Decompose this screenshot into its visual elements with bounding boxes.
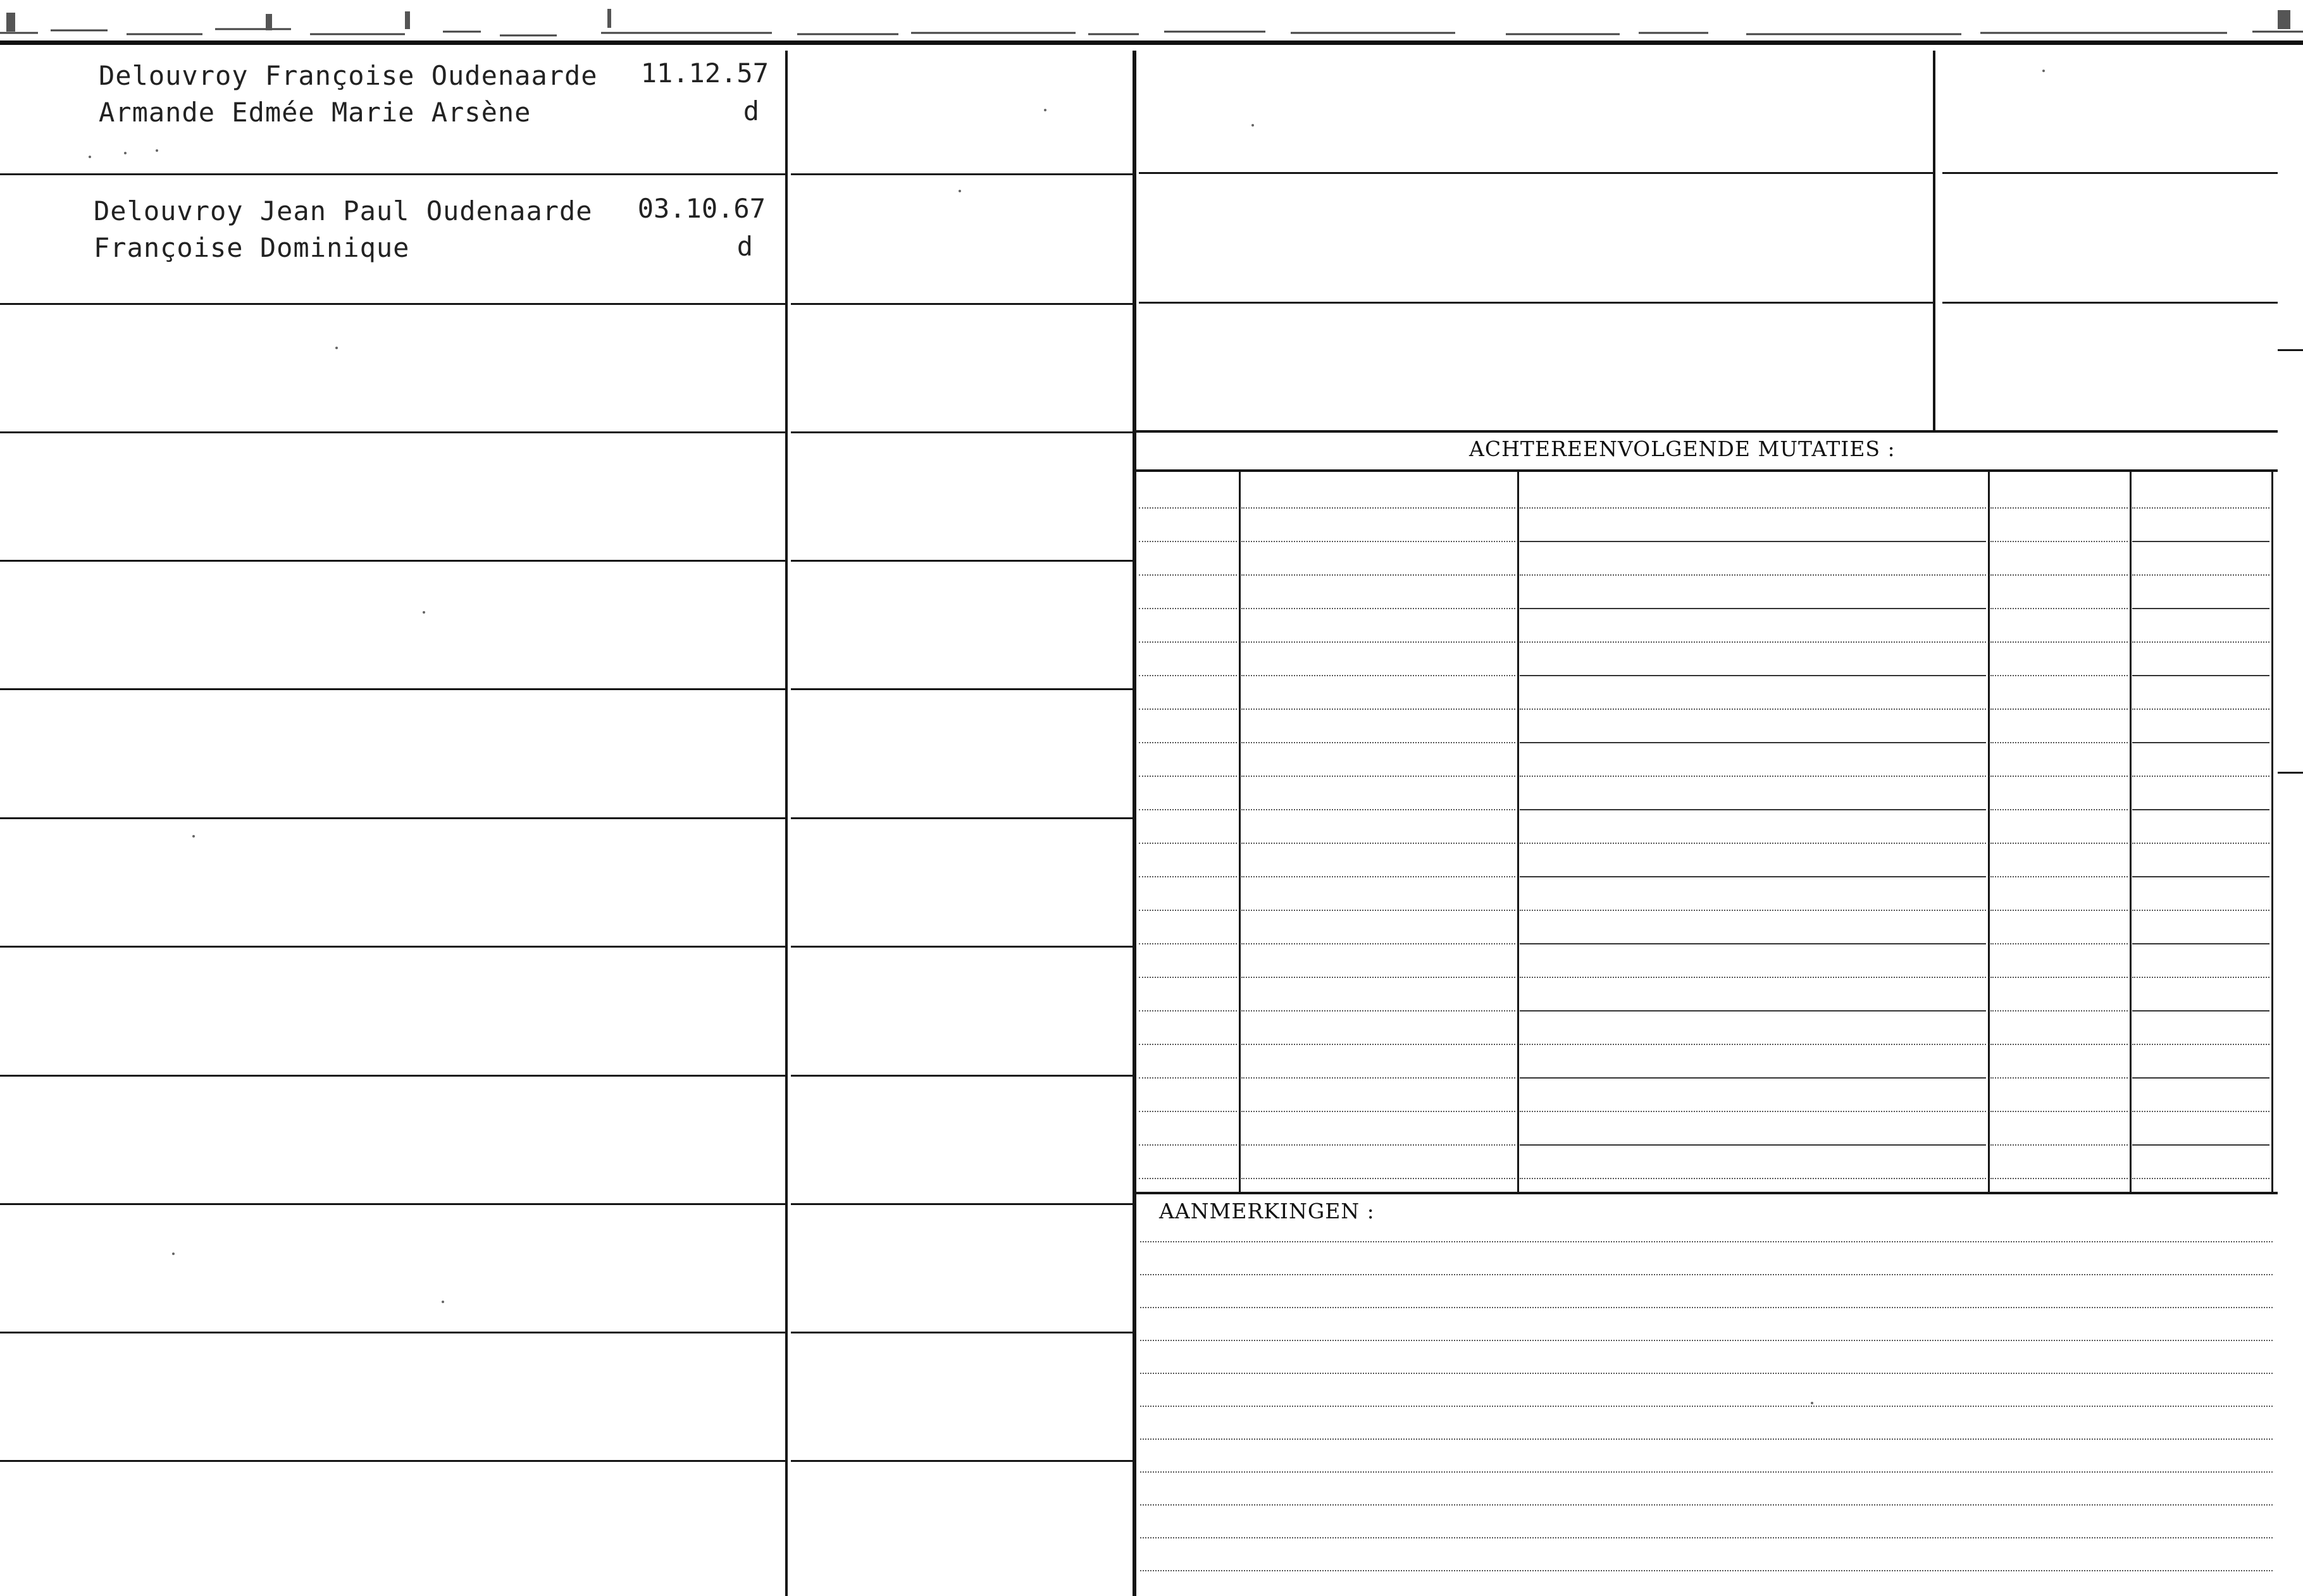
row-line bbox=[791, 173, 1133, 175]
mutations-rule bbox=[1139, 675, 1237, 676]
mutations-rule bbox=[1241, 675, 1515, 676]
mutations-rule bbox=[1139, 742, 1237, 743]
mutations-rule bbox=[1990, 1010, 2128, 1011]
mutations-rule bbox=[1520, 507, 1986, 509]
mutations-col-line bbox=[1239, 471, 1241, 1192]
scan-speck bbox=[1251, 124, 1254, 127]
mutations-rule bbox=[1241, 1044, 1515, 1045]
mutations-header-rule bbox=[1136, 469, 2278, 472]
mutations-rule bbox=[1241, 608, 1515, 609]
mutations-rule bbox=[1139, 541, 1237, 542]
mutations-rule bbox=[1139, 1178, 1237, 1179]
mutations-col-line bbox=[2130, 471, 2132, 1192]
mutations-rule bbox=[1520, 1111, 1986, 1112]
mutations-rule bbox=[1139, 507, 1237, 509]
mutations-rule bbox=[1990, 574, 2128, 576]
mutations-rule bbox=[1139, 641, 1237, 643]
mutations-rule bbox=[1241, 943, 1515, 944]
mutations-rule bbox=[1520, 776, 1986, 777]
row-line bbox=[0, 946, 785, 948]
mutations-rule bbox=[1241, 843, 1515, 844]
remarks-rule bbox=[1140, 1504, 2273, 1506]
entry-1-name-line2: Armande Edmée Marie Arsène bbox=[99, 97, 531, 128]
mutations-rule bbox=[2132, 1178, 2269, 1179]
scan-speck bbox=[335, 347, 338, 349]
entry-1-name-line1: Delouvroy Françoise Oudenaarde bbox=[99, 60, 598, 91]
scan-speck bbox=[423, 611, 425, 614]
mutations-rule bbox=[1139, 608, 1237, 609]
mutations-rule bbox=[2132, 910, 2269, 911]
mutations-rule bbox=[1990, 809, 2128, 810]
header-rule bbox=[0, 40, 2303, 45]
mutations-col-line bbox=[1988, 471, 1990, 1192]
mutations-rule bbox=[1990, 910, 2128, 911]
mutations-title: ACHTEREENVOLGENDE MUTATIES : bbox=[1469, 436, 1896, 461]
column-divider-2 bbox=[1133, 51, 1136, 1596]
mutations-top-rule bbox=[1136, 430, 2278, 433]
mutations-rule bbox=[1990, 541, 2128, 542]
mutations-rule bbox=[2132, 708, 2269, 710]
mutations-rule bbox=[1520, 977, 1986, 978]
remarks-rule bbox=[1140, 1274, 2273, 1275]
scan-speck bbox=[192, 835, 195, 838]
row-line bbox=[0, 1460, 785, 1462]
margin-tick bbox=[2278, 349, 2303, 351]
mutations-rule bbox=[2132, 809, 2269, 810]
mutations-rule bbox=[1520, 675, 1986, 676]
mutations-rule bbox=[1520, 708, 1986, 710]
mutations-rule bbox=[2132, 876, 2269, 877]
mutations-rule bbox=[1241, 910, 1515, 911]
remarks-rule bbox=[1140, 1537, 2273, 1538]
mutations-rule bbox=[1520, 1144, 1986, 1146]
mutations-rule bbox=[1241, 876, 1515, 877]
remarks-rule bbox=[1140, 1241, 2273, 1242]
scan-speck bbox=[1044, 109, 1046, 111]
scan-speck bbox=[156, 149, 158, 152]
mutations-rule bbox=[1139, 1044, 1237, 1045]
row-line bbox=[0, 1203, 785, 1205]
mutations-rule bbox=[1241, 776, 1515, 777]
mutations-rule bbox=[1520, 843, 1986, 844]
mutations-rule bbox=[2132, 943, 2269, 944]
remarks-title: AANMERKINGEN : bbox=[1159, 1199, 1375, 1223]
header-band bbox=[0, 0, 2303, 44]
remarks-rule bbox=[1140, 1340, 2273, 1341]
mutations-rule bbox=[1139, 943, 1237, 944]
row-line bbox=[791, 560, 1133, 562]
mutations-rule bbox=[1241, 708, 1515, 710]
mutations-rule bbox=[2132, 843, 2269, 844]
row-line bbox=[791, 431, 1133, 433]
mutations-rule bbox=[1520, 876, 1986, 877]
mutations-rule bbox=[1990, 507, 2128, 509]
mutations-rule bbox=[1139, 1010, 1237, 1011]
mutations-rule bbox=[1139, 1077, 1237, 1079]
mutations-rule bbox=[1139, 1144, 1237, 1146]
mutations-rule bbox=[1520, 1077, 1986, 1079]
mutations-rule bbox=[2132, 1044, 2269, 1045]
mutations-rule bbox=[1241, 1077, 1515, 1079]
row-line bbox=[791, 1075, 1133, 1077]
mutations-rule bbox=[1520, 541, 1986, 542]
mutations-rule bbox=[1990, 641, 2128, 643]
entry-2-name-line2: Françoise Dominique bbox=[94, 232, 410, 263]
mutations-rule bbox=[1520, 641, 1986, 643]
scan-speck bbox=[89, 156, 91, 158]
mutations-rule bbox=[1990, 608, 2128, 609]
mutations-rule bbox=[1990, 1077, 2128, 1079]
remarks-top-rule bbox=[1136, 1192, 2278, 1194]
mutations-rule bbox=[1990, 1178, 2128, 1179]
mutations-rule bbox=[1241, 1144, 1515, 1146]
column-divider-1 bbox=[785, 51, 788, 1596]
mutations-rule bbox=[2132, 1077, 2269, 1079]
row-line bbox=[0, 1332, 785, 1333]
mutations-rule bbox=[1520, 1044, 1986, 1045]
row-line bbox=[1942, 172, 2278, 174]
entry-2-mark: d bbox=[736, 231, 753, 262]
mutations-rule bbox=[1139, 910, 1237, 911]
mutations-rule bbox=[1520, 1010, 1986, 1011]
mutations-rule bbox=[1520, 910, 1986, 911]
mutations-rule bbox=[1139, 574, 1237, 576]
row-line bbox=[0, 1075, 785, 1077]
mutations-rule bbox=[1990, 943, 2128, 944]
mutations-rule bbox=[2132, 507, 2269, 509]
mutations-rule bbox=[1241, 742, 1515, 743]
scan-speck bbox=[2042, 70, 2045, 72]
entry-1-date: 11.12.57 bbox=[640, 58, 769, 89]
row-line bbox=[791, 1203, 1133, 1205]
row-line bbox=[0, 817, 785, 819]
mutations-rule bbox=[1241, 1111, 1515, 1112]
margin-tick bbox=[2278, 772, 2303, 774]
mutations-rule bbox=[1520, 1178, 1986, 1179]
row-line bbox=[791, 946, 1133, 948]
remarks-rule bbox=[1140, 1570, 2273, 1571]
row-line bbox=[791, 1460, 1133, 1462]
column-divider-3 bbox=[1933, 51, 1935, 430]
row-line bbox=[0, 303, 785, 305]
mutations-col-line bbox=[1517, 471, 1519, 1192]
row-line bbox=[0, 688, 785, 690]
mutations-rule bbox=[1241, 977, 1515, 978]
mutations-rule bbox=[2132, 1010, 2269, 1011]
scan-speck bbox=[442, 1301, 444, 1303]
mutations-rule bbox=[1990, 742, 2128, 743]
mutations-rule bbox=[1139, 809, 1237, 810]
mutations-rule bbox=[1990, 776, 2128, 777]
mutations-rule bbox=[1241, 541, 1515, 542]
mutations-rule bbox=[1241, 1010, 1515, 1011]
row-line bbox=[791, 688, 1133, 690]
mutations-rule bbox=[1990, 1144, 2128, 1146]
mutations-rule bbox=[1241, 1178, 1515, 1179]
scan-speck bbox=[172, 1253, 175, 1255]
row-line bbox=[0, 431, 785, 433]
mutations-rule bbox=[1990, 1111, 2128, 1112]
mutations-rule bbox=[2132, 675, 2269, 676]
row-line bbox=[1942, 302, 2278, 304]
mutations-rule bbox=[2132, 574, 2269, 576]
mutations-rule bbox=[1139, 977, 1237, 978]
row-line bbox=[0, 173, 785, 175]
remarks-rule bbox=[1140, 1406, 2273, 1407]
mutations-rule bbox=[1990, 1044, 2128, 1045]
mutations-rule bbox=[2132, 977, 2269, 978]
scan-speck bbox=[1811, 1402, 1813, 1404]
mutations-rule bbox=[2132, 1111, 2269, 1112]
header-noise bbox=[0, 0, 2303, 44]
row-line bbox=[791, 303, 1133, 305]
row-line bbox=[0, 560, 785, 562]
remarks-rule bbox=[1140, 1307, 2273, 1308]
mutations-rule bbox=[1990, 843, 2128, 844]
mutations-rule bbox=[1241, 809, 1515, 810]
mutations-rule bbox=[2132, 541, 2269, 542]
scan-speck bbox=[124, 152, 127, 154]
entry-2-date: 03.10.67 bbox=[637, 193, 766, 224]
mutations-rule bbox=[1241, 574, 1515, 576]
mutations-rule bbox=[1990, 675, 2128, 676]
mutations-rule bbox=[1139, 876, 1237, 877]
mutations-rule bbox=[1139, 708, 1237, 710]
scan-speck bbox=[959, 190, 961, 192]
mutations-rule bbox=[1990, 977, 2128, 978]
mutations-rule bbox=[1520, 809, 1986, 810]
mutations-rule bbox=[1139, 843, 1237, 844]
mutations-rule bbox=[2132, 776, 2269, 777]
remarks-rule bbox=[1140, 1373, 2273, 1374]
entry-1-mark: d bbox=[743, 96, 759, 127]
mutations-rule bbox=[1241, 641, 1515, 643]
remarks-rule bbox=[1140, 1438, 2273, 1440]
mutations-rule bbox=[1520, 574, 1986, 576]
mutations-rule bbox=[1139, 776, 1237, 777]
row-line bbox=[1139, 302, 1933, 304]
mutations-rule bbox=[1990, 708, 2128, 710]
mutations-rule bbox=[2132, 641, 2269, 643]
mutations-rule bbox=[1520, 742, 1986, 743]
row-line bbox=[1139, 172, 1933, 174]
remarks-rule bbox=[1140, 1471, 2273, 1473]
mutations-rule bbox=[1990, 876, 2128, 877]
row-line bbox=[791, 1332, 1133, 1333]
mutations-rule bbox=[2132, 1144, 2269, 1146]
mutations-rule bbox=[1241, 507, 1515, 509]
mutations-rule bbox=[1139, 1111, 1237, 1112]
entry-2-name-line1: Delouvroy Jean Paul Oudenaarde bbox=[94, 195, 593, 226]
mutations-rule bbox=[2132, 742, 2269, 743]
mutations-rule bbox=[1520, 608, 1986, 609]
mutations-rule bbox=[2132, 608, 2269, 609]
mutations-rule bbox=[1520, 943, 1986, 944]
mutations-col-line bbox=[2271, 471, 2273, 1192]
row-line bbox=[791, 817, 1133, 819]
